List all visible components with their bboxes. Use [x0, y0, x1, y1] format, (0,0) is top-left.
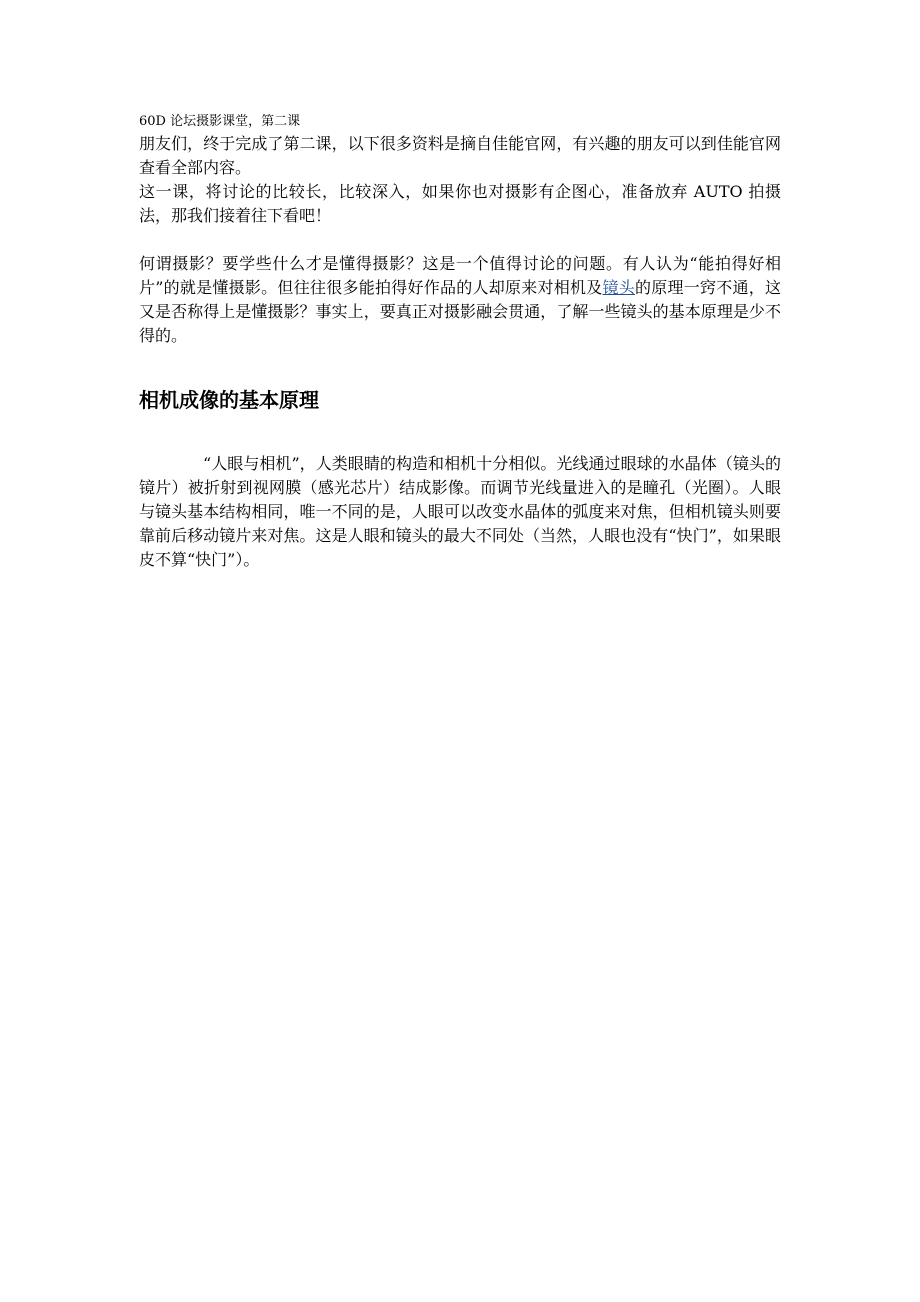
section-paragraph: “人眼与相机”，人类眼睛的构造和相机十分相似。光线通过眼球的水晶体（镜头的镜片）被折射到视网膜（感光芯片）结成影像。而调节光线量进入的是瞳孔（光圈）。人眼与镜头基本结构相同，唯一不同的是，人眼可以改变水晶体的弧度来对焦，但相机镜头则要靠前后移动镜片来对焦。这是人眼和镜头的最大不同处（当然，人眼也没有“快门”，如果眼皮不算“快门”）。 [139, 454, 781, 569]
question-paragraph [139, 252, 781, 348]
lens-link[interactable]: 镜头 [602, 278, 635, 297]
document-title-line: 60D 论坛摄影课堂，第二课 [139, 114, 301, 129]
blank-line [139, 228, 781, 252]
document-page [139, 112, 781, 572]
intro-paragraph-1: 朋友们，终于完成了第二课，以下很多资料是摘自佳能官网，有兴趣的朋友可以到佳能官网查看全部内容。 [139, 134, 781, 177]
intro-paragraph-2: 这一课，将讨论的比较长，比较深入，如果你也对摄影有企图心，准备放弃 AUTO 拍摄法，那我们接着往下看吧！ [139, 182, 781, 225]
question-text-before-link: 何谓摄影？要学些什么才是懂得摄影？这是一个值得讨论的问题。有人认为“能拍得好相片”的就是懂摄影。但往往很多能拍得好作品的人却原来对相机及 [139, 254, 781, 297]
section-heading: 相机成像的基本原理 [139, 388, 319, 412]
question-text-after-link: 的原理一窍不通，这又是否称得上是懂摄影？事实上，要真正对摄影融会贯通，了解一些镜头的基本原理是少不得的。 [139, 278, 781, 345]
